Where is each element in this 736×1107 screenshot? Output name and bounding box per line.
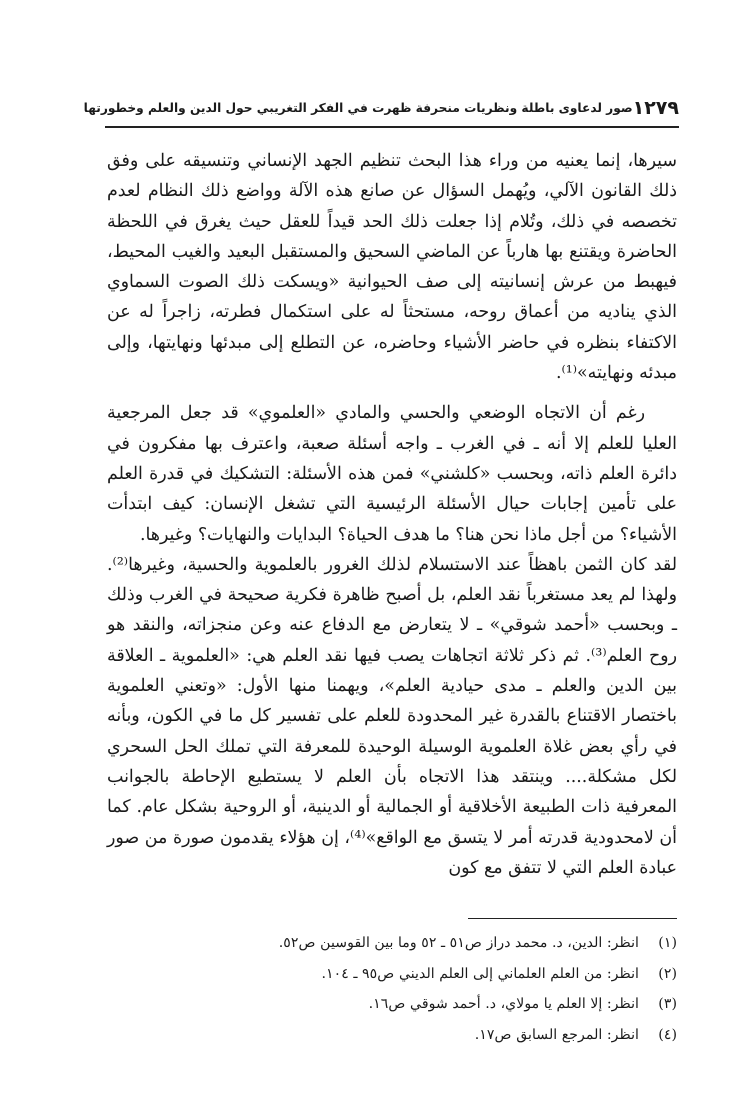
body-paragraph: لقد كان الثمن باهظاً عند الاستسلام لذلك الغرور بالعلموية والحسية، وغيرها⁽²⁾. ولهذا لم يعد مستغرباً نقد العلم، بل أصبح ظاهرة فكرية صحيحة في الغرب وذلك ـ وبحسب «أحمد شوقي» ـ لا يتعارض مع الدفاع عنه وعن منجزاته، والنقد هو روح العلم⁽³⁾. ثم ذكر ثلاثة اتجاهات يصب فيها نقد العلم هي: «العلموية ـ العلاقة بين الدين والعلم ـ مدى حيادية العلم»، ويهمنا منها الأول: «وتعني العلموية باختصار الاقتناع بالقدرة غير المحدودة للعلم على تفسير كل ما في الكون، وبأنه في رأي بعض غلاة العلموية الوسيلة الوحيدة للمعرفة التي تملك الحل السحري لكل مشكلة.... وينتقد هذا الاتجاه بأن العلم لا يستطيع الإحاطة بالجوانب المعرفية ذات الطبيعة الأخلاقية أو الجمالية أو الدينية، أو الروحية بشكل عام. كما أن لامحدودية قدرته أمر لا يتسق مع الواقع»⁽⁴⁾، إن هؤلاء يقدمون صورة من صور عبادة العلم التي لا تتفق مع كون — [107, 554, 677, 878]
running-header-title: صور لدعاوى باطلة ونظريات منحرفة ظهرت في الفكر التغريبي حول الدين والعلم وخطورتها — [83, 101, 633, 115]
main-text — [107, 146, 677, 883]
footnote — [200, 928, 677, 959]
body-paragraph: سيرها، إنما يعنيه من وراء هذا البحث تنظيم الجهد الإنساني وتنسيقه على وفق ذلك القانون الآلي، ويُهمل السؤال عن صانع هذه الآلة وواضع ذلك النظام لعدم تخصصه في ذلك، وتُلام إذا جعلت ذلك الحد قيداً للعقل حيث يغرق في اللحظة الحاضرة ويقتنع بها هارباً عن الماضي السحيق والمستقبل البعيد والغيب المحيط، فيهبط من عرش إنسانيته إلى صف الحيوانية «ويسكت ذلك الصوت السماوي الذي يناديه من أعماق روحه، مستحثاً له على استكمال فطرته، زاجراً له عن الاكتفاء بنظره في حاضر الأشياء وحاضره، عن التطلع إلى مبدئها ونهايتها، وإلى مبدئه ونهايته»⁽¹⁾. — [107, 151, 677, 384]
footnote-number: (٤) — [658, 1026, 677, 1043]
page-number: ١٢٧٩ — [632, 97, 679, 119]
footnotes — [200, 928, 677, 1050]
footnote-text: انظر: المرجع السابق ص١٧. — [474, 1026, 639, 1043]
footnote-separator — [468, 918, 677, 919]
footnote-number: (٣) — [658, 996, 677, 1012]
footnote-text: انظر: من العلم العلماني إلى العلم الديني ص٩٥ ـ ١٠٤. — [321, 965, 639, 982]
body-paragraph: رغم أن الاتجاه الوضعي والحسي والمادي «العلموي» قد جعل المرجعية العليا للعلم إلا أنه ـ في الغرب ـ واجه أسئلة صعبة، واعترف بها مفكرون في دائرة العلم ذاته، وبحسب «كلشني» فمن هذه الأسئلة: التشكيك في قدرة العلم على تأمين إجابات حيال الأسئلة الرئيسية التي تشغل الإنسان: كيف ابتدأت الأشياء؟ من أجل ماذا نحن هنا؟ ما هدف الحياة؟ البدايات والنهايات؟ وغيرها. — [107, 403, 677, 545]
footnote — [200, 959, 677, 990]
running-header — [83, 90, 679, 128]
footnote-text: انظر: إلا العلم يا مولاي، د. أحمد شوقي ص١٦. — [368, 996, 639, 1012]
footnote — [200, 989, 677, 1020]
footnote-number: (٢) — [658, 965, 677, 982]
footnote-number: (١) — [658, 935, 677, 951]
footnote — [200, 1020, 677, 1051]
footnote-text: انظر: الدين، د. محمد دراز ص٥١ ـ ٥٢ وما بين القوسين ص٥٢. — [278, 935, 639, 951]
